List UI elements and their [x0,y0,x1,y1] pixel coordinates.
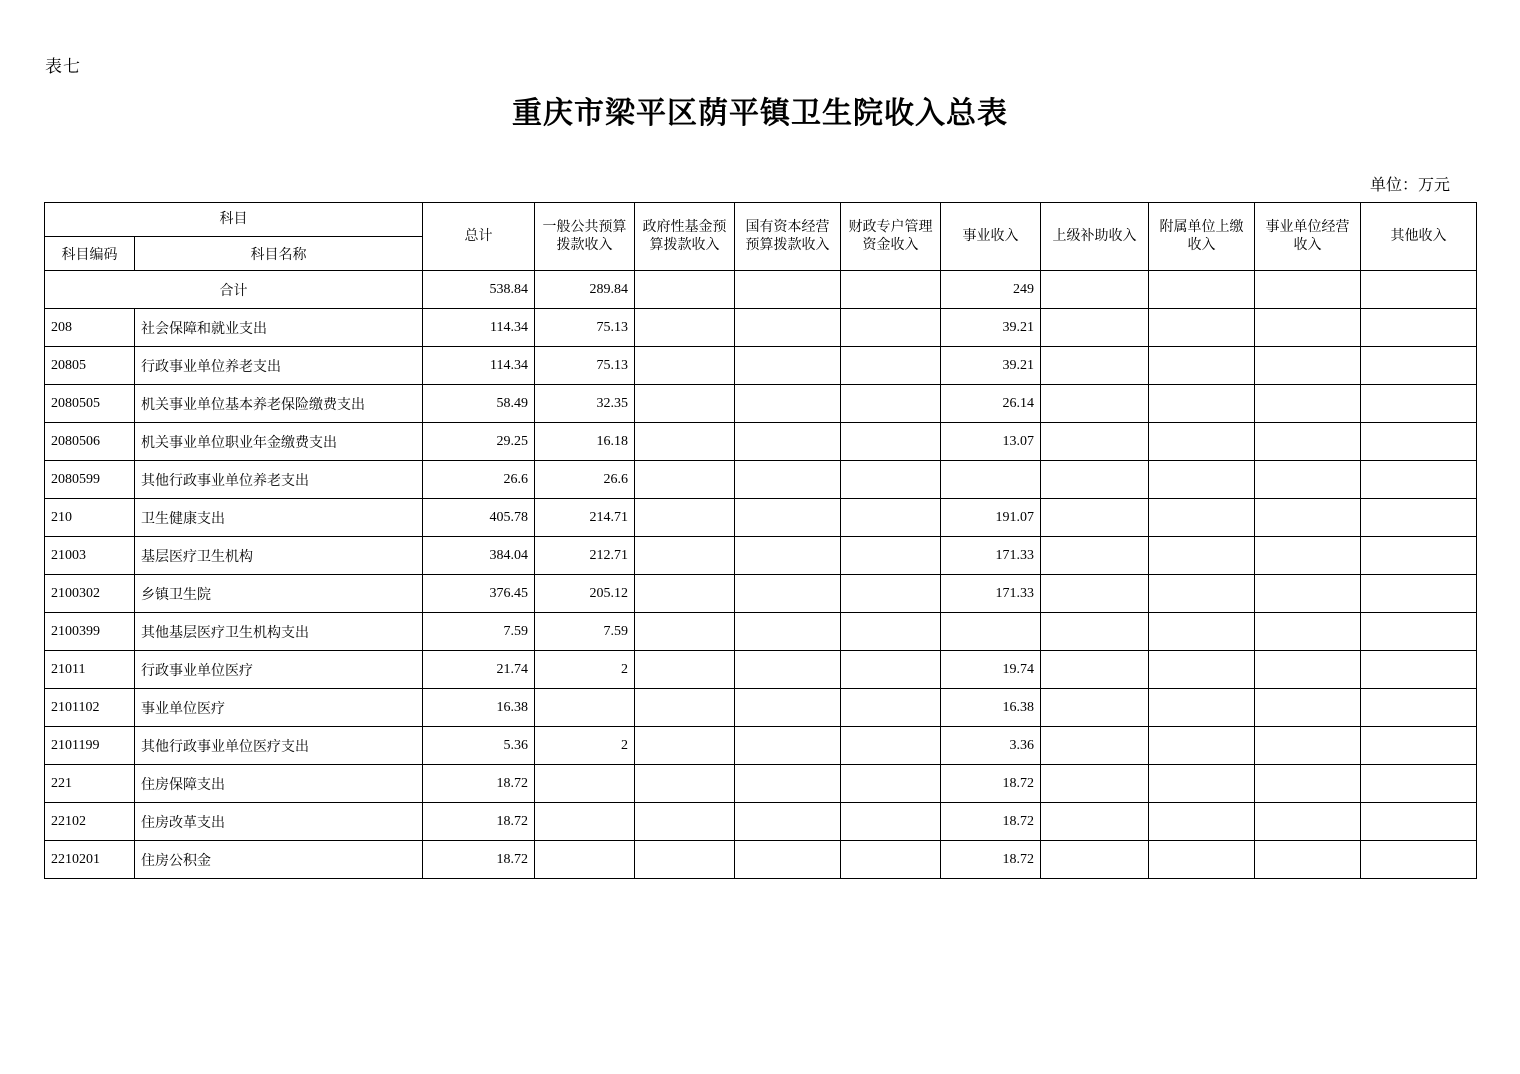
cell-other-income [1361,499,1477,537]
cell-affiliated-unit [1149,689,1255,727]
cell-total: 7.59 [423,613,535,651]
cell-state-capital-budget [735,309,841,347]
cell-code: 21011 [45,651,135,689]
header-fiscal-account-funds: 财政专户管理资金收入 [841,203,941,271]
cell-government-fund-budget [635,613,735,651]
cell-code: 2210201 [45,841,135,879]
cell-affiliated-unit [1149,423,1255,461]
cell-state-capital-budget [735,803,841,841]
form-number-label: 表七 [45,57,81,76]
cell-other-income [1361,689,1477,727]
cell-total: 58.49 [423,385,535,423]
cell-name: 卫生健康支出 [135,499,423,537]
cell-affiliated-unit [1149,841,1255,879]
cell-code: 2080506 [45,423,135,461]
cell-total: 29.25 [423,423,535,461]
cell-superior-subsidy [1041,651,1149,689]
table-row [45,537,1477,575]
cell-government-fund-budget [635,537,735,575]
cell-code: 2100302 [45,575,135,613]
cell-government-fund-budget [635,461,735,499]
income-summary-table [44,202,1477,879]
cell-business-operating [1255,423,1361,461]
cell-operating-income: 18.72 [941,765,1041,803]
cell-code: 22102 [45,803,135,841]
cell-total: 384.04 [423,537,535,575]
cell-code: 2101199 [45,727,135,765]
cell-affiliated-unit [1149,575,1255,613]
cell-superior-subsidy [1041,689,1149,727]
cell-other-income [1361,385,1477,423]
table-row [45,841,1477,879]
cell-name: 住房改革支出 [135,803,423,841]
cell-affiliated-unit [1149,765,1255,803]
cell-name: 机关事业单位职业年金缴费支出 [135,423,423,461]
cell-state-capital-budget [735,423,841,461]
cell-total: 114.34 [423,309,535,347]
cell-general-public-budget: 214.71 [535,499,635,537]
cell-name: 社会保障和就业支出 [135,309,423,347]
cell-name: 基层医疗卫生机构 [135,537,423,575]
cell-operating-income: 18.72 [941,841,1041,879]
cell-fiscal-account-funds [841,689,941,727]
cell-other-income [1361,613,1477,651]
cell-affiliated-unit [1149,347,1255,385]
cell-code: 21003 [45,537,135,575]
cell-other-income [1361,461,1477,499]
cell-state-capital-budget [735,841,841,879]
cell-affiliated-unit [1149,385,1255,423]
cell-code: 210 [45,499,135,537]
cell-general-public-budget: 2 [535,651,635,689]
table-row [45,461,1477,499]
cell-operating-income: 191.07 [941,499,1041,537]
cell-general-public-budget [535,803,635,841]
page-title: 重庆市梁平区荫平镇卫生院收入总表 [512,97,1008,130]
cell-business-operating [1255,385,1361,423]
cell-state-capital-budget [735,765,841,803]
cell-total: 26.6 [423,461,535,499]
cell-name: 其他行政事业单位医疗支出 [135,727,423,765]
cell-general-public-budget: 2 [535,727,635,765]
total-col-state-capital-budget [735,271,841,309]
cell-code: 221 [45,765,135,803]
cell-fiscal-account-funds [841,461,941,499]
cell-state-capital-budget [735,613,841,651]
cell-government-fund-budget [635,727,735,765]
cell-general-public-budget: 7.59 [535,613,635,651]
cell-superior-subsidy [1041,499,1149,537]
cell-affiliated-unit [1149,309,1255,347]
cell-fiscal-account-funds [841,385,941,423]
table-row [45,803,1477,841]
cell-name: 机关事业单位基本养老保险缴费支出 [135,385,423,423]
total-col-general-public-budget: 289.84 [535,271,635,309]
cell-total: 21.74 [423,651,535,689]
cell-general-public-budget: 205.12 [535,575,635,613]
total-col-operating-income: 249 [941,271,1041,309]
cell-other-income [1361,803,1477,841]
cell-fiscal-account-funds [841,803,941,841]
cell-other-income [1361,309,1477,347]
cell-name: 行政事业单位养老支出 [135,347,423,385]
cell-general-public-budget [535,841,635,879]
cell-operating-income [941,461,1041,499]
cell-government-fund-budget [635,385,735,423]
cell-state-capital-budget [735,689,841,727]
cell-code: 2101102 [45,689,135,727]
cell-other-income [1361,347,1477,385]
cell-total: 5.36 [423,727,535,765]
cell-name: 其他行政事业单位养老支出 [135,461,423,499]
cell-operating-income: 19.74 [941,651,1041,689]
cell-general-public-budget: 75.13 [535,347,635,385]
cell-superior-subsidy [1041,803,1149,841]
cell-other-income [1361,537,1477,575]
cell-affiliated-unit [1149,613,1255,651]
table-row [45,347,1477,385]
cell-total: 18.72 [423,765,535,803]
header-subject-name: 科目名称 [135,237,423,271]
cell-government-fund-budget [635,841,735,879]
cell-general-public-budget: 26.6 [535,461,635,499]
total-col-superior-subsidy [1041,271,1149,309]
cell-affiliated-unit [1149,499,1255,537]
cell-business-operating [1255,613,1361,651]
cell-operating-income [941,613,1041,651]
cell-code: 2100399 [45,613,135,651]
cell-government-fund-budget [635,575,735,613]
cell-operating-income: 18.72 [941,803,1041,841]
cell-affiliated-unit [1149,461,1255,499]
cell-code: 208 [45,309,135,347]
cell-fiscal-account-funds [841,423,941,461]
cell-government-fund-budget [635,423,735,461]
cell-operating-income: 13.07 [941,423,1041,461]
header-operating-income: 事业收入 [941,203,1041,271]
cell-code: 20805 [45,347,135,385]
table-row [45,309,1477,347]
table-row [45,423,1477,461]
cell-superior-subsidy [1041,727,1149,765]
cell-state-capital-budget [735,499,841,537]
cell-business-operating [1255,575,1361,613]
cell-superior-subsidy [1041,461,1149,499]
cell-fiscal-account-funds [841,841,941,879]
header-affiliated-unit-income: 附属单位上缴收入 [1149,203,1255,271]
header-general-public-budget: 一般公共预算拨款收入 [535,203,635,271]
total-col-government-fund-budget [635,271,735,309]
table-row [45,765,1477,803]
cell-operating-income: 171.33 [941,537,1041,575]
cell-total: 405.78 [423,499,535,537]
unit-note: 单位：万元 [1369,177,1450,194]
total-col-other-income [1361,271,1477,309]
total-col-total: 538.84 [423,271,535,309]
cell-superior-subsidy [1041,841,1149,879]
cell-government-fund-budget [635,765,735,803]
cell-business-operating [1255,537,1361,575]
total-label: 合计 [45,271,423,309]
cell-general-public-budget [535,689,635,727]
cell-business-operating [1255,765,1361,803]
cell-business-operating [1255,727,1361,765]
header-group-subject: 科目 [45,203,423,237]
cell-fiscal-account-funds [841,575,941,613]
header-business-operating-income: 事业单位经营收入 [1255,203,1361,271]
cell-other-income [1361,423,1477,461]
table-row [45,613,1477,651]
header-superior-subsidy-income: 上级补助收入 [1041,203,1149,271]
cell-fiscal-account-funds [841,613,941,651]
cell-government-fund-budget [635,347,735,385]
cell-superior-subsidy [1041,309,1149,347]
table-row [45,499,1477,537]
header-state-capital-budget: 国有资本经营预算拨款收入 [735,203,841,271]
table-row [45,385,1477,423]
cell-total: 18.72 [423,803,535,841]
cell-name: 事业单位医疗 [135,689,423,727]
cell-business-operating [1255,841,1361,879]
cell-total: 114.34 [423,347,535,385]
cell-code: 2080599 [45,461,135,499]
cell-operating-income: 16.38 [941,689,1041,727]
cell-superior-subsidy [1041,613,1149,651]
cell-other-income [1361,575,1477,613]
total-col-affiliated-unit [1149,271,1255,309]
cell-general-public-budget: 16.18 [535,423,635,461]
cell-code: 2080505 [45,385,135,423]
total-col-fiscal-account-funds [841,271,941,309]
cell-other-income [1361,727,1477,765]
cell-state-capital-budget [735,385,841,423]
header-subject-code: 科目编码 [45,237,135,271]
table-row [45,727,1477,765]
cell-operating-income: 26.14 [941,385,1041,423]
cell-government-fund-budget [635,651,735,689]
cell-affiliated-unit [1149,727,1255,765]
cell-state-capital-budget [735,575,841,613]
total-col-business-operating [1255,271,1361,309]
cell-government-fund-budget [635,803,735,841]
cell-fiscal-account-funds [841,347,941,385]
cell-general-public-budget [535,765,635,803]
cell-business-operating [1255,499,1361,537]
table-body [45,271,1477,879]
cell-superior-subsidy [1041,765,1149,803]
cell-business-operating [1255,689,1361,727]
cell-operating-income: 171.33 [941,575,1041,613]
table-header-row-1 [45,203,1477,237]
cell-government-fund-budget [635,689,735,727]
header-government-fund-budget: 政府性基金预算拨款收入 [635,203,735,271]
cell-total: 376.45 [423,575,535,613]
cell-superior-subsidy [1041,385,1149,423]
cell-operating-income: 3.36 [941,727,1041,765]
cell-affiliated-unit [1149,651,1255,689]
table-row [45,651,1477,689]
cell-other-income [1361,765,1477,803]
table-row [45,575,1477,613]
cell-other-income [1361,841,1477,879]
cell-name: 住房公积金 [135,841,423,879]
cell-fiscal-account-funds [841,537,941,575]
cell-government-fund-budget [635,309,735,347]
cell-other-income [1361,651,1477,689]
cell-fiscal-account-funds [841,765,941,803]
cell-state-capital-budget [735,727,841,765]
cell-superior-subsidy [1041,575,1149,613]
cell-superior-subsidy [1041,537,1149,575]
cell-state-capital-budget [735,461,841,499]
cell-name: 住房保障支出 [135,765,423,803]
header-other-income: 其他收入 [1361,203,1477,271]
cell-general-public-budget: 32.35 [535,385,635,423]
cell-fiscal-account-funds [841,309,941,347]
cell-name: 行政事业单位医疗 [135,651,423,689]
cell-total: 18.72 [423,841,535,879]
cell-general-public-budget: 75.13 [535,309,635,347]
cell-state-capital-budget [735,537,841,575]
cell-name: 乡镇卫生院 [135,575,423,613]
cell-business-operating [1255,651,1361,689]
cell-fiscal-account-funds [841,499,941,537]
cell-operating-income: 39.21 [941,347,1041,385]
cell-superior-subsidy [1041,423,1149,461]
cell-state-capital-budget [735,651,841,689]
table-row-total [45,271,1477,309]
cell-affiliated-unit [1149,537,1255,575]
cell-superior-subsidy [1041,347,1149,385]
cell-business-operating [1255,803,1361,841]
cell-affiliated-unit [1149,803,1255,841]
cell-business-operating [1255,309,1361,347]
cell-general-public-budget: 212.71 [535,537,635,575]
cell-name: 其他基层医疗卫生机构支出 [135,613,423,651]
cell-business-operating [1255,461,1361,499]
cell-operating-income: 39.21 [941,309,1041,347]
table-row [45,689,1477,727]
cell-total: 16.38 [423,689,535,727]
cell-business-operating [1255,347,1361,385]
cell-fiscal-account-funds [841,727,941,765]
cell-government-fund-budget [635,499,735,537]
cell-state-capital-budget [735,347,841,385]
header-total: 总计 [423,203,535,271]
cell-fiscal-account-funds [841,651,941,689]
